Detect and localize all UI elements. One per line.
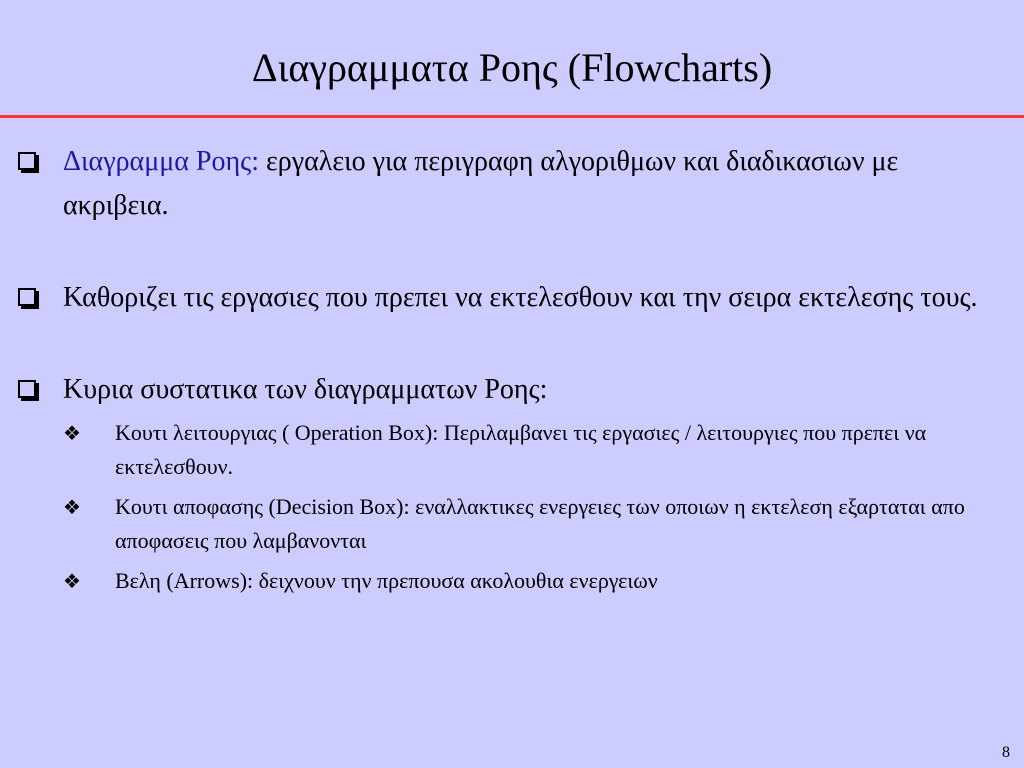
checkbox-bullet-icon (18, 152, 36, 170)
bullet-term: Διαγραμμα Ροης: (63, 146, 259, 177)
bullet-text: εργαλειο για περιγραφη αλγοριθμων και διαδικασιων με ακριβεια. (63, 146, 899, 221)
page-number: 8 (1002, 744, 1010, 761)
sub-bullet-item (53, 490, 984, 558)
checkbox-bullet-icon (18, 380, 36, 398)
slide-title: Διαγραμματα Ροης (Flowcharts) (251, 45, 773, 90)
bullet-item (0, 140, 1024, 228)
bullet-text: Καθοριζει τις εργασιες που πρεπει να εκτελεσθουν και την σειρα εκτελεσης τους. (63, 282, 978, 313)
four-diamond-bullet-icon: ❖ (63, 495, 81, 519)
sub-bullet-item (53, 416, 984, 484)
sub-bullet-text: Βελη (Arrows): δειχνουν την πρεπουσα ακολουθια ενεργειων (115, 568, 658, 593)
four-diamond-bullet-icon: ❖ (63, 421, 81, 445)
bullet-list (0, 140, 1024, 604)
title-divider (0, 115, 1024, 118)
sub-bullet-text: Κουτι λειτουργιας ( Operation Box): Περιλαμβανει τις εργασιες / λειτουργιες που πρεπει να εκτελεσθουν. (115, 420, 927, 479)
sub-bullet-text: Κουτι αποφασης (Decision Box): εναλλακτικες ενεργειες των οποιων η εκτελεση εξαρταται απο αποφασεις που λαμβανονται (115, 494, 965, 553)
bullet-text: Κυρια συστατικα των διαγραμματων Ροης: (63, 374, 548, 405)
four-diamond-bullet-icon: ❖ (63, 569, 81, 593)
sub-bullet-list (63, 416, 984, 598)
sub-bullet-item (53, 564, 984, 598)
checkbox-bullet-icon (18, 288, 36, 306)
bullet-item (0, 368, 1024, 598)
bullet-item (0, 276, 1024, 320)
